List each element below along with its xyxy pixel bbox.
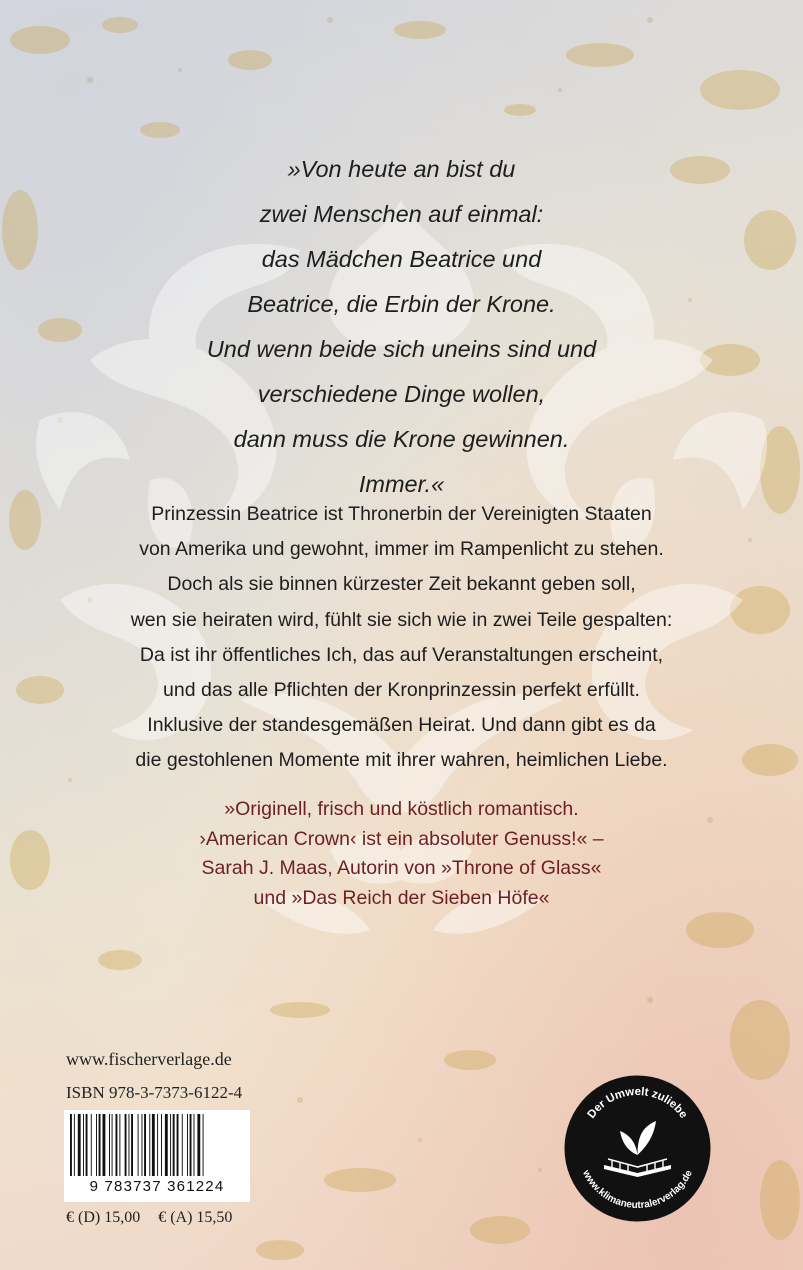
barcode-bar [119,1114,120,1176]
barcode-bar [116,1114,118,1176]
review-line: »Originell, frisch und köstlich romantisch. [224,798,579,820]
barcode-bar [197,1114,200,1176]
barcode-bar [187,1114,188,1176]
barcode-bar [194,1114,195,1176]
barcode-number: 9 783737 361224 [89,1178,225,1195]
synopsis-line: Inklusive der standesgemäßen Heirat. Und dann gibt es da [147,714,656,737]
badge-bottom-text: www.klimaneutralerverlag.de [580,1168,695,1212]
review-line: ›American Crown‹ ist ein absoluter Genuss!« – [199,827,604,850]
climate-neutral-badge [564,1075,711,1222]
review-line: und »Das Reich der Sieben Höfe« [253,887,550,910]
barcode-bar [103,1114,106,1176]
synopsis-line: wen sie heiraten wird, fühlt sie sich wie in zwei Teile gespalten: [130,608,673,631]
barcode-bar [142,1114,143,1176]
barcode-bar [203,1114,204,1176]
barcode-bar [182,1114,183,1176]
barcode-bar [112,1114,113,1176]
synopsis-line: Da ist ihr öffentliches Ich, das auf Veranstaltungen erscheint, [139,643,664,666]
barcode-bar [165,1114,168,1176]
review-quote [40,795,763,914]
isbn-number: ISBN 978-3-7373-6122-4 [66,1083,243,1102]
quote-line: »Von heute an bist du [287,156,516,182]
quote-line: dann muss die Krone gewinnen. [233,426,570,452]
synopsis-line: die gestohlenen Momente mit ihrer wahren, heimlichen Liebe. [135,749,668,772]
barcode [64,1110,250,1202]
barcode-bar [149,1114,150,1176]
synopsis-line: Prinzessin Beatrice ist Thronerbin der Vereinigten Staaten [151,503,652,525]
price-line [66,1209,232,1227]
badge-top-text: Der Umwelt zuliebe [585,1085,690,1121]
barcode-bar [170,1114,171,1176]
barcode-bar [83,1114,84,1176]
quote-line: zwei Menschen auf einmal: [259,201,544,227]
barcode-bar [177,1114,179,1176]
barcode-bar [152,1114,155,1176]
price-germany: € (D) 15,00 [66,1209,141,1226]
barcode-bar [74,1114,75,1176]
quote-line: verschiedene Dinge wollen, [257,381,546,407]
barcode-bar [173,1114,175,1176]
synopsis-line: Doch als sie binnen kürzester Zeit bekannt geben soll, [167,573,636,596]
synopsis [40,497,763,779]
barcode-bar [99,1114,101,1176]
price-austria: € (A) 15,50 [158,1209,233,1226]
epigraph-quote [60,147,743,507]
barcode-bar [138,1114,139,1176]
quote-line: Beatrice, die Erbin der Krone. [247,291,556,317]
barcode-bar [109,1114,110,1176]
barcode-bar [96,1114,97,1176]
barcode-bar [125,1114,127,1176]
synopsis-line: von Amerika und gewohnt, immer im Rampenlicht zu stehen. [139,538,664,561]
barcode-bar [70,1114,72,1176]
publisher-website: www.fischerverlage.de [66,1049,232,1069]
quote-line: das Mädchen Beatrice und [261,246,542,272]
barcode-bars [70,1114,244,1178]
synopsis-line: und das alle Pflichten der Kronprinzessin perfekt erfüllt. [163,679,640,702]
quote-line: Immer.« [358,471,445,497]
barcode-bar [129,1114,130,1176]
review-line: Sarah J. Maas, Autorin von »Throne of Glass« [201,857,602,880]
barcode-bar [78,1114,81,1176]
quote-line: Und wenn beide sich uneins sind und [206,336,597,362]
barcode-bar [161,1114,162,1176]
barcode-bar [86,1114,88,1176]
barcode-bar [144,1114,146,1176]
barcode-bar [157,1114,158,1176]
barcode-bar [131,1114,133,1176]
barcode-bar [91,1114,92,1176]
barcode-bar [190,1114,192,1176]
